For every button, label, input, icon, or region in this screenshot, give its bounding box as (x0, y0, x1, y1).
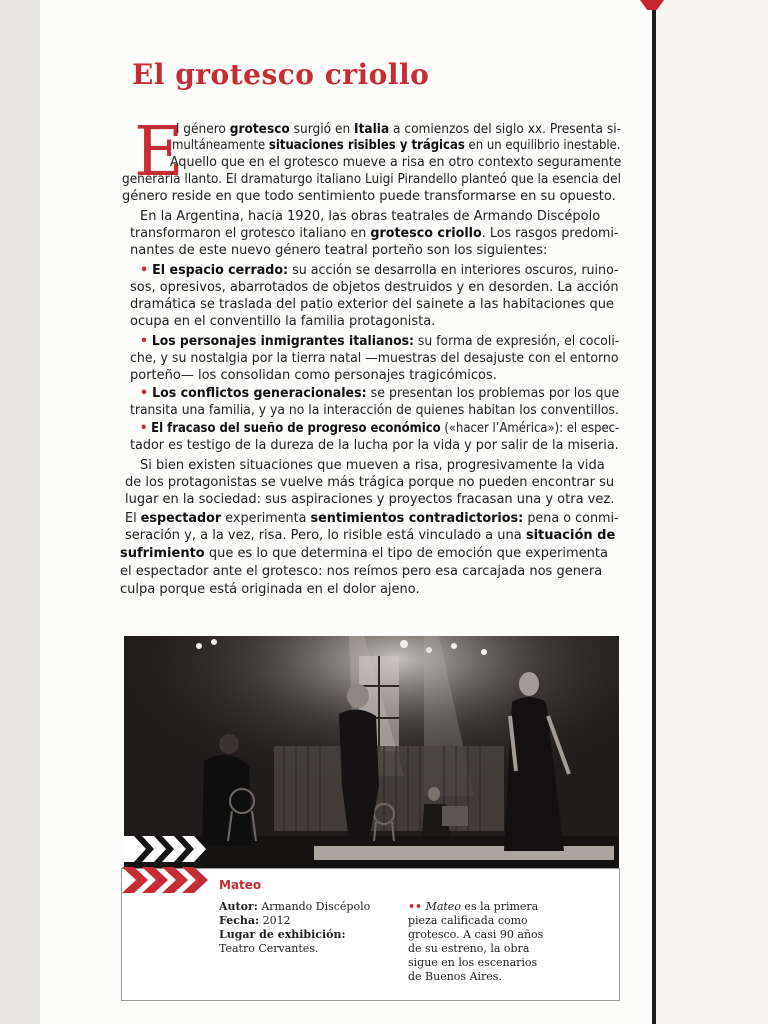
text-run: pena o conmi- (523, 511, 619, 526)
author-value: Armando Discépolo (261, 900, 371, 913)
text-run: nantes de este nuevo género teatral porteño son los siguientes: (130, 243, 548, 258)
body-line (130, 279, 619, 296)
text-run: generaría llanto. El dramaturgo italiano Luigi Pirandello planteó que la esencia del (122, 172, 621, 187)
text-run: Aquello que en el grotesco mueve a risa en otro contexto seguramente (170, 155, 622, 170)
body-line (170, 154, 621, 171)
author-label: Autor: (219, 900, 258, 913)
bold-term: Los personajes inmigrantes italianos: (151, 334, 414, 349)
bold-term: espectador (140, 511, 222, 526)
venue-value: Teatro Cervantes. (219, 942, 319, 955)
body-line (140, 262, 619, 279)
text-run: sos, opresivos, abarrotados de objetos destruidos y en desorden. La acción (130, 280, 619, 295)
text-run: che, y su nostalgia por la tierra natal —muestras del desajuste con el entorno (130, 351, 619, 366)
play-title: Mateo (219, 878, 262, 892)
text-run: género reside en que todo sentimiento puede transformarse en su opuesto. (122, 189, 616, 204)
bullet-icon: • (140, 421, 148, 436)
note-line: de su estreno, la obra (408, 942, 530, 955)
bold-term: Los conflictos generacionales: (152, 386, 367, 401)
body-line (125, 491, 614, 508)
text-run: El (125, 511, 141, 526)
bold-term: Italia (354, 122, 390, 137)
text-run: lugar en la sociedad: sus aspiraciones y proyectos fracasan una y otra vez. (125, 492, 615, 507)
note-title: Mateo (425, 900, 461, 913)
body-line (130, 296, 614, 313)
play-details (219, 900, 370, 956)
note-bullet: •• (408, 900, 423, 913)
text-run: transita una familia, y ya no la interacción de quienes habitan los conventillos. (130, 403, 619, 418)
text-run: tador es testigo de la dureza de la lucha por la vida y por salir de la miseria. (130, 438, 619, 453)
bold-term: sentimientos contradictorios: (310, 511, 524, 526)
body-line (130, 350, 619, 367)
body-line (140, 333, 619, 350)
bullet-icon: • (140, 386, 149, 401)
text-run: que es lo que determina el tipo de emoción que experimenta (204, 546, 608, 561)
body-line (130, 437, 619, 454)
bold-term: grotesco (229, 122, 290, 137)
body-line (130, 402, 619, 419)
bold-term: El espacio cerrado: (152, 263, 289, 278)
text-run: Si bien existen situaciones que mueven a risa, progresivamente la vida (140, 458, 605, 473)
stage-photo (124, 636, 619, 869)
body-line (120, 563, 602, 580)
text-run: seración y, a la vez, risa. Pero, lo risible está vinculado a una (125, 528, 526, 543)
body-line (130, 367, 497, 384)
bullet-icon: • (140, 263, 149, 278)
venue-label: Lugar de exhibición: (219, 928, 346, 941)
body-line (130, 225, 619, 242)
text-run: culpa porque está originada en el dolor ajeno. (120, 582, 420, 597)
body-line (172, 137, 621, 154)
text-run: se presentan los problemas por los que (366, 386, 620, 401)
text-run: porteño— los consolidan como personajes tragicómicos. (130, 368, 497, 383)
article-title: El grotesco criollo (132, 58, 430, 91)
note-line: es la primera (460, 900, 539, 913)
bold-term: grotesco criollo (370, 226, 482, 241)
text-run: multáneamente (172, 138, 269, 153)
bold-term: sufrimiento (120, 546, 205, 561)
text-run: el espectador ante el grotesco: nos reímos pero esa carcajada nos genera (120, 564, 603, 579)
text-run: («hacer l’América»): el espec- (440, 421, 620, 436)
bold-term: situaciones risibles y trágicas (268, 138, 465, 153)
body-line (176, 121, 621, 138)
body-line (125, 510, 619, 527)
body-line (130, 242, 547, 259)
facing-page-edge (656, 0, 768, 1024)
play-note (408, 900, 543, 984)
body-line (120, 545, 608, 562)
body-line (125, 474, 614, 491)
bold-term: situación de (525, 528, 616, 543)
text-run: de los protagonistas se vuelve más trágica porque no pueden encontrar su (125, 475, 615, 490)
body-line (122, 188, 616, 205)
date-value: 2012 (262, 914, 291, 927)
play-info-box (121, 868, 620, 1001)
text-run: dramática se traslada del patio exterior del sainete a las habitaciones que (130, 297, 614, 312)
note-line: de Buenos Aires. (408, 970, 502, 983)
bullet-icon: • (140, 334, 148, 349)
text-run: l género (176, 122, 230, 137)
text-run: transformaron el grotesco italiano en (130, 226, 371, 241)
text-run: ocupa en el conventillo la familia protagonista. (130, 314, 436, 329)
decorative-stripes (122, 867, 212, 893)
body-line (130, 313, 435, 330)
note-line: sigue en los escenarios (408, 956, 538, 969)
text-run: En la Argentina, hacia 1920, las obras teatrales de Armando Discépolo (140, 209, 601, 224)
date-label: Fecha: (219, 914, 260, 927)
note-line: grotesco. A casi 90 años (408, 928, 544, 941)
text-run: su forma de expresión, el cocoli- (413, 334, 620, 349)
text-run: en un equilibrio inestable. (464, 138, 621, 153)
text-run: . Los rasgos predomi- (481, 226, 619, 241)
text-run: a comienzos del siglo xx. Presenta si- (389, 122, 622, 137)
text-run: experimenta (221, 511, 311, 526)
note-line: pieza calificada como (408, 914, 528, 927)
body-line (140, 208, 600, 225)
body-line (120, 581, 420, 598)
text-run: su acción se desarrolla en interiores oscuros, ruino- (288, 263, 619, 278)
text-run: surgió en (289, 122, 355, 137)
body-line (140, 420, 619, 437)
body-line (140, 457, 605, 474)
body-line (125, 527, 615, 544)
body-line (122, 171, 621, 188)
body-line (140, 385, 619, 402)
bold-term: El fracaso del sueño de progreso económico (151, 421, 441, 436)
drop-cap: E (134, 113, 184, 192)
